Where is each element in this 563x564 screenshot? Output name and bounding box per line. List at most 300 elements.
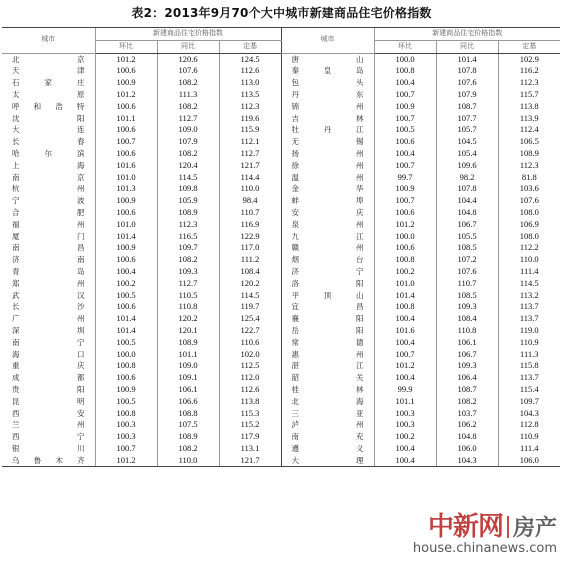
mom-cell: 100.4 bbox=[374, 337, 436, 349]
fixed-cell: 112.6 bbox=[219, 65, 281, 77]
yoy-cell: 105.5 bbox=[436, 231, 498, 243]
yoy-cell: 107.9 bbox=[436, 89, 498, 101]
city-cell: 南 昌 bbox=[12, 243, 85, 253]
mom-header: 环比 bbox=[374, 40, 436, 53]
yoy-cell: 107.6 bbox=[157, 65, 219, 77]
city-cell: 宁 波 bbox=[12, 196, 85, 206]
yoy-cell: 109.0 bbox=[157, 360, 219, 372]
yoy-cell: 110.8 bbox=[157, 301, 219, 313]
mom-cell: 99.9 bbox=[374, 384, 436, 396]
table-row bbox=[2, 77, 560, 89]
city-cell: 常 德 bbox=[281, 337, 374, 349]
yoy-cell: 109.3 bbox=[436, 301, 498, 313]
table-row bbox=[2, 455, 560, 467]
fixed-cell: 111.2 bbox=[219, 254, 281, 266]
mom-cell: 100.4 bbox=[374, 455, 436, 467]
fixed-cell: 113.7 bbox=[498, 301, 560, 313]
yoy-cell: 106.4 bbox=[436, 372, 498, 384]
yoy-cell: 109.3 bbox=[436, 360, 498, 372]
table-title: 表2：2013年9月70个大中城市新建商品住宅价格指数 bbox=[131, 6, 432, 20]
mom-cell: 100.8 bbox=[95, 408, 157, 420]
yoy-cell: 107.8 bbox=[436, 183, 498, 195]
fixed-cell: 112.3 bbox=[498, 77, 560, 89]
city-cell: 大 连 bbox=[12, 125, 85, 135]
yoy-cell: 114.5 bbox=[157, 172, 219, 184]
mom-cell: 100.6 bbox=[95, 254, 157, 266]
city-cell: 郑 州 bbox=[12, 278, 85, 288]
yoy-cell: 98.2 bbox=[436, 172, 498, 184]
fixed-cell: 113.8 bbox=[498, 101, 560, 113]
watermark-logo: 中新网 bbox=[427, 512, 503, 542]
mom-cell: 100.9 bbox=[95, 384, 157, 396]
city-cell: 秦皇岛 bbox=[281, 65, 374, 77]
table-row bbox=[2, 136, 560, 148]
city-cell: 广 州 bbox=[12, 314, 85, 324]
yoy-cell: 101.4 bbox=[436, 53, 498, 65]
fixed-cell: 116.2 bbox=[498, 65, 560, 77]
mom-cell: 100.9 bbox=[374, 101, 436, 113]
city-cell: 金 华 bbox=[281, 183, 374, 195]
yoy-cell: 109.7 bbox=[157, 242, 219, 254]
fixed-cell: 113.0 bbox=[219, 77, 281, 89]
mom-cell: 100.7 bbox=[374, 160, 436, 172]
city-cell: 吉 林 bbox=[281, 113, 374, 125]
city-cell: 青 岛 bbox=[12, 266, 85, 276]
fixed-cell: 111.4 bbox=[498, 266, 560, 278]
city-cell: 丹 东 bbox=[281, 89, 374, 101]
fixed-cell: 116.9 bbox=[219, 219, 281, 231]
mom-cell: 100.2 bbox=[374, 266, 436, 278]
fixed-cell: 106.9 bbox=[498, 219, 560, 231]
mom-cell: 100.9 bbox=[95, 242, 157, 254]
mom-cell: 101.6 bbox=[374, 325, 436, 337]
city-cell: 西 安 bbox=[12, 408, 85, 418]
city-cell: 襄 阳 bbox=[281, 313, 374, 325]
city-cell: 湛 江 bbox=[281, 360, 374, 372]
city-cell: 泸 州 bbox=[281, 419, 374, 431]
yoy-cell: 103.7 bbox=[436, 408, 498, 420]
yoy-cell: 106.1 bbox=[436, 337, 498, 349]
mom-cell: 101.0 bbox=[95, 219, 157, 231]
table-row bbox=[2, 360, 560, 372]
table-row bbox=[2, 254, 560, 266]
mom-cell: 100.6 bbox=[374, 242, 436, 254]
yoy-cell: 116.5 bbox=[157, 231, 219, 243]
mom-cell: 100.9 bbox=[95, 195, 157, 207]
fixed-cell: 81.8 bbox=[498, 172, 560, 184]
city-cell: 扬 州 bbox=[281, 148, 374, 160]
mom-cell: 101.2 bbox=[95, 89, 157, 101]
city-cell: 三 亚 bbox=[281, 408, 374, 420]
city-cell: 深 圳 bbox=[12, 325, 85, 335]
mom-cell: 100.3 bbox=[374, 408, 436, 420]
city-cell: 太 原 bbox=[12, 89, 85, 99]
fixed-cell: 115.7 bbox=[498, 89, 560, 101]
table-row bbox=[2, 443, 560, 455]
table-row bbox=[2, 301, 560, 313]
fixed-cell: 114.4 bbox=[219, 172, 281, 184]
table-row bbox=[2, 337, 560, 349]
yoy-cell: 108.9 bbox=[157, 207, 219, 219]
fixed-cell: 115.4 bbox=[498, 384, 560, 396]
mom-cell: 100.6 bbox=[95, 124, 157, 136]
fixed-cell: 103.6 bbox=[498, 183, 560, 195]
city-cell: 济 宁 bbox=[281, 266, 374, 278]
city-cell: 南 宁 bbox=[12, 337, 85, 347]
mom-cell: 100.6 bbox=[95, 101, 157, 113]
city-cell: 泉 州 bbox=[281, 219, 374, 231]
mom-cell: 100.6 bbox=[95, 301, 157, 313]
fixed-header: 定基 bbox=[219, 40, 281, 53]
table-row bbox=[2, 242, 560, 254]
watermark-tag: 房产 bbox=[512, 516, 557, 541]
mom-cell: 100.6 bbox=[374, 207, 436, 219]
mom-cell: 100.0 bbox=[374, 53, 436, 65]
fixed-cell: 113.9 bbox=[498, 113, 560, 125]
mom-cell: 101.4 bbox=[374, 290, 436, 302]
yoy-cell: 107.2 bbox=[436, 254, 498, 266]
city-cell: 桂 林 bbox=[281, 384, 374, 396]
table-row bbox=[2, 207, 560, 219]
fixed-cell: 117.0 bbox=[219, 242, 281, 254]
mom-cell: 100.7 bbox=[95, 443, 157, 455]
yoy-cell: 104.4 bbox=[436, 195, 498, 207]
city-cell: 洛 阳 bbox=[281, 278, 374, 290]
fixed-cell: 110.9 bbox=[498, 431, 560, 443]
city-cell: 合 肥 bbox=[12, 207, 85, 217]
city-cell: 徐 州 bbox=[281, 160, 374, 172]
city-cell: 西 宁 bbox=[12, 432, 85, 442]
city-cell: 无 锡 bbox=[281, 136, 374, 148]
city-cell: 锦 州 bbox=[281, 101, 374, 113]
yoy-cell: 108.5 bbox=[436, 242, 498, 254]
yoy-cell: 106.6 bbox=[157, 396, 219, 408]
city-cell: 厦 门 bbox=[12, 231, 85, 241]
city-cell: 乌鲁木齐 bbox=[2, 455, 95, 467]
mom-cell: 100.7 bbox=[374, 89, 436, 101]
mom-cell: 100.4 bbox=[374, 372, 436, 384]
mom-cell: 100.6 bbox=[95, 372, 157, 384]
mom-cell: 100.4 bbox=[374, 148, 436, 160]
fixed-cell: 110.6 bbox=[219, 337, 281, 349]
city-cell: 昆 明 bbox=[12, 396, 85, 406]
fixed-cell: 112.0 bbox=[219, 372, 281, 384]
fixed-cell: 113.8 bbox=[219, 396, 281, 408]
yoy-cell: 120.6 bbox=[157, 53, 219, 65]
table-row bbox=[2, 101, 560, 113]
mom-cell: 100.8 bbox=[374, 254, 436, 266]
mom-cell: 100.4 bbox=[374, 313, 436, 325]
city-cell: 石家庄 bbox=[12, 78, 85, 88]
table-row bbox=[2, 183, 560, 195]
table-row bbox=[2, 372, 560, 384]
city-cell: 九 江 bbox=[281, 231, 374, 243]
mom-cell: 100.3 bbox=[374, 419, 436, 431]
yoy-cell: 104.8 bbox=[436, 207, 498, 219]
yoy-cell: 106.1 bbox=[157, 384, 219, 396]
yoy-header: 同比 bbox=[436, 40, 498, 53]
city-cell: 天 津 bbox=[12, 66, 85, 76]
yoy-cell: 108.7 bbox=[436, 384, 498, 396]
fixed-cell: 108.0 bbox=[498, 231, 560, 243]
mom-cell: 100.4 bbox=[374, 77, 436, 89]
yoy-cell: 120.4 bbox=[157, 160, 219, 172]
fixed-cell: 112.2 bbox=[498, 242, 560, 254]
mom-cell: 101.4 bbox=[95, 325, 157, 337]
mom-cell: 101.1 bbox=[95, 113, 157, 125]
fixed-cell: 110.0 bbox=[498, 254, 560, 266]
fixed-cell: 108.9 bbox=[498, 148, 560, 160]
yoy-cell: 105.7 bbox=[436, 124, 498, 136]
yoy-cell: 106.2 bbox=[436, 419, 498, 431]
mom-cell: 100.7 bbox=[374, 113, 436, 125]
table-row bbox=[2, 396, 560, 408]
yoy-cell: 106.7 bbox=[436, 349, 498, 361]
yoy-cell: 108.2 bbox=[436, 396, 498, 408]
yoy-cell: 108.8 bbox=[157, 408, 219, 420]
city-cell: 成 都 bbox=[12, 373, 85, 383]
yoy-cell: 108.5 bbox=[436, 290, 498, 302]
city-cell: 温 州 bbox=[281, 172, 374, 184]
city-cell: 福 州 bbox=[12, 219, 85, 229]
city-cell: 长 春 bbox=[12, 137, 85, 147]
city-cell: 韶 关 bbox=[281, 372, 374, 384]
table-row bbox=[2, 408, 560, 420]
fixed-cell: 124.5 bbox=[219, 53, 281, 65]
yoy-cell: 112.7 bbox=[157, 278, 219, 290]
city-cell: 上 海 bbox=[12, 160, 85, 170]
mom-cell: 100.6 bbox=[95, 65, 157, 77]
yoy-cell: 110.8 bbox=[436, 325, 498, 337]
yoy-cell: 110.7 bbox=[436, 278, 498, 290]
fixed-cell: 113.7 bbox=[498, 313, 560, 325]
city-cell: 北 海 bbox=[281, 396, 374, 408]
fixed-cell: 113.1 bbox=[219, 443, 281, 455]
yoy-cell: 104.3 bbox=[436, 455, 498, 467]
mom-cell: 100.8 bbox=[374, 301, 436, 313]
fixed-cell: 112.3 bbox=[498, 160, 560, 172]
yoy-cell: 111.3 bbox=[157, 89, 219, 101]
fixed-cell: 115.2 bbox=[219, 419, 281, 431]
fixed-header: 定基 bbox=[498, 40, 560, 53]
city-cell: 遵 义 bbox=[281, 443, 374, 455]
mom-header: 环比 bbox=[95, 40, 157, 53]
mom-cell: 100.9 bbox=[374, 183, 436, 195]
mom-cell: 100.5 bbox=[95, 290, 157, 302]
fixed-cell: 115.3 bbox=[219, 408, 281, 420]
fixed-cell: 121.7 bbox=[219, 455, 281, 467]
fixed-cell: 114.5 bbox=[498, 278, 560, 290]
fixed-cell: 98.4 bbox=[219, 195, 281, 207]
mom-cell: 100.4 bbox=[95, 266, 157, 278]
mom-cell: 100.7 bbox=[374, 349, 436, 361]
mom-cell: 100.0 bbox=[374, 231, 436, 243]
mom-cell: 100.6 bbox=[95, 207, 157, 219]
mom-cell: 101.3 bbox=[95, 183, 157, 195]
city-header-left: 城市 bbox=[2, 28, 95, 54]
table-row bbox=[2, 384, 560, 396]
fixed-cell: 119.0 bbox=[498, 325, 560, 337]
mom-cell: 101.0 bbox=[95, 172, 157, 184]
mom-cell: 101.4 bbox=[95, 231, 157, 243]
city-cell: 赣 州 bbox=[281, 242, 374, 254]
mom-cell: 101.2 bbox=[374, 219, 436, 231]
city-cell: 烟 台 bbox=[281, 254, 374, 266]
mom-cell: 101.0 bbox=[374, 278, 436, 290]
fixed-cell: 125.4 bbox=[219, 313, 281, 325]
table-row bbox=[2, 278, 560, 290]
fixed-cell: 119.7 bbox=[219, 301, 281, 313]
city-cell: 长 沙 bbox=[12, 302, 85, 312]
mom-cell: 100.0 bbox=[95, 349, 157, 361]
price-index-table bbox=[2, 27, 560, 467]
fixed-cell: 120.2 bbox=[219, 278, 281, 290]
yoy-cell: 109.1 bbox=[157, 372, 219, 384]
table-row bbox=[2, 148, 560, 160]
watermark-url: house.chinanews.com bbox=[412, 541, 557, 556]
yoy-cell: 109.0 bbox=[157, 124, 219, 136]
mom-cell: 100.5 bbox=[374, 124, 436, 136]
fixed-cell: 113.5 bbox=[219, 89, 281, 101]
fixed-cell: 108.4 bbox=[219, 266, 281, 278]
fixed-cell: 102.9 bbox=[498, 53, 560, 65]
fixed-cell: 115.8 bbox=[498, 360, 560, 372]
yoy-cell: 101.1 bbox=[157, 349, 219, 361]
table-row bbox=[2, 65, 560, 77]
city-cell: 贵 阳 bbox=[12, 384, 85, 394]
mom-cell: 101.2 bbox=[95, 53, 157, 65]
fixed-cell: 107.6 bbox=[498, 195, 560, 207]
table-row bbox=[2, 172, 560, 184]
city-cell: 唐 山 bbox=[281, 53, 374, 65]
mom-cell: 100.2 bbox=[95, 278, 157, 290]
mom-cell: 100.8 bbox=[95, 360, 157, 372]
yoy-cell: 105.9 bbox=[157, 195, 219, 207]
fixed-cell: 108.0 bbox=[498, 207, 560, 219]
mom-cell: 100.6 bbox=[95, 148, 157, 160]
yoy-cell: 107.5 bbox=[157, 419, 219, 431]
yoy-cell: 108.2 bbox=[157, 148, 219, 160]
city-cell: 包 头 bbox=[281, 77, 374, 89]
table-row bbox=[2, 349, 560, 361]
city-cell: 呼和浩特 bbox=[12, 101, 85, 111]
fixed-cell: 115.9 bbox=[219, 124, 281, 136]
city-cell: 惠 州 bbox=[281, 349, 374, 361]
fixed-cell: 102.0 bbox=[219, 349, 281, 361]
city-cell: 沈 阳 bbox=[12, 113, 85, 123]
table-row bbox=[2, 290, 560, 302]
fixed-cell: 112.6 bbox=[219, 384, 281, 396]
yoy-cell: 109.3 bbox=[157, 266, 219, 278]
table-row bbox=[2, 124, 560, 136]
table-row bbox=[2, 53, 560, 65]
yoy-cell: 110.5 bbox=[157, 290, 219, 302]
table-row bbox=[2, 325, 560, 337]
yoy-cell: 109.8 bbox=[157, 183, 219, 195]
yoy-cell: 108.9 bbox=[157, 431, 219, 443]
city-cell: 南 充 bbox=[281, 431, 374, 443]
yoy-header: 同比 bbox=[157, 40, 219, 53]
mom-cell: 100.9 bbox=[95, 77, 157, 89]
city-cell: 宜 昌 bbox=[281, 301, 374, 313]
mom-cell: 100.5 bbox=[95, 396, 157, 408]
yoy-cell: 107.9 bbox=[157, 136, 219, 148]
yoy-cell: 108.7 bbox=[436, 101, 498, 113]
yoy-cell: 107.8 bbox=[436, 65, 498, 77]
watermark-divider bbox=[507, 516, 509, 538]
mom-cell: 100.8 bbox=[374, 65, 436, 77]
fixed-cell: 109.7 bbox=[498, 396, 560, 408]
yoy-cell: 106.0 bbox=[436, 443, 498, 455]
fixed-cell: 113.2 bbox=[498, 290, 560, 302]
yoy-cell: 107.7 bbox=[436, 113, 498, 125]
city-cell: 杭 州 bbox=[12, 184, 85, 194]
fixed-cell: 112.3 bbox=[219, 101, 281, 113]
fixed-cell: 106.0 bbox=[498, 455, 560, 467]
fixed-cell: 113.7 bbox=[498, 372, 560, 384]
fixed-cell: 112.5 bbox=[219, 360, 281, 372]
yoy-cell: 107.6 bbox=[436, 77, 498, 89]
table-row bbox=[2, 266, 560, 278]
city-cell: 北 京 bbox=[12, 54, 85, 64]
yoy-cell: 106.7 bbox=[436, 219, 498, 231]
table-row bbox=[2, 231, 560, 243]
table-row bbox=[2, 89, 560, 101]
city-cell: 岳 阳 bbox=[281, 325, 374, 337]
mom-cell: 100.2 bbox=[374, 431, 436, 443]
yoy-cell: 108.9 bbox=[157, 337, 219, 349]
watermark bbox=[407, 506, 557, 556]
mom-cell: 99.7 bbox=[374, 172, 436, 184]
mom-cell: 101.1 bbox=[374, 396, 436, 408]
yoy-cell: 120.2 bbox=[157, 313, 219, 325]
table-row bbox=[2, 219, 560, 231]
table-row bbox=[2, 160, 560, 172]
table-row bbox=[2, 195, 560, 207]
fixed-cell: 122.9 bbox=[219, 231, 281, 243]
mom-cell: 101.2 bbox=[374, 360, 436, 372]
fixed-cell: 114.5 bbox=[219, 290, 281, 302]
table-row bbox=[2, 419, 560, 431]
mom-cell: 101.2 bbox=[95, 455, 157, 467]
city-cell: 济 南 bbox=[12, 255, 85, 265]
table-body bbox=[2, 53, 560, 467]
city-cell: 牡丹江 bbox=[281, 124, 374, 136]
fixed-cell: 104.3 bbox=[498, 408, 560, 420]
fixed-cell: 110.9 bbox=[498, 337, 560, 349]
mom-cell: 100.5 bbox=[95, 337, 157, 349]
fixed-cell: 121.7 bbox=[219, 160, 281, 172]
yoy-cell: 108.2 bbox=[157, 254, 219, 266]
fixed-cell: 112.1 bbox=[219, 136, 281, 148]
mom-cell: 100.4 bbox=[374, 443, 436, 455]
fixed-cell: 119.6 bbox=[219, 113, 281, 125]
mom-cell: 101.4 bbox=[95, 313, 157, 325]
yoy-cell: 108.2 bbox=[157, 443, 219, 455]
fixed-cell: 110.7 bbox=[219, 207, 281, 219]
yoy-cell: 110.0 bbox=[157, 455, 219, 467]
yoy-cell: 105.4 bbox=[436, 148, 498, 160]
table-row bbox=[2, 431, 560, 443]
yoy-cell: 112.7 bbox=[157, 113, 219, 125]
mom-cell: 100.7 bbox=[95, 136, 157, 148]
mom-cell: 100.7 bbox=[374, 195, 436, 207]
fixed-cell: 112.7 bbox=[219, 148, 281, 160]
fixed-cell: 122.7 bbox=[219, 325, 281, 337]
group-header-right: 新建商品住宅价格指数 bbox=[374, 28, 560, 41]
yoy-cell: 107.6 bbox=[436, 266, 498, 278]
city-cell: 哈尔滨 bbox=[12, 148, 85, 158]
